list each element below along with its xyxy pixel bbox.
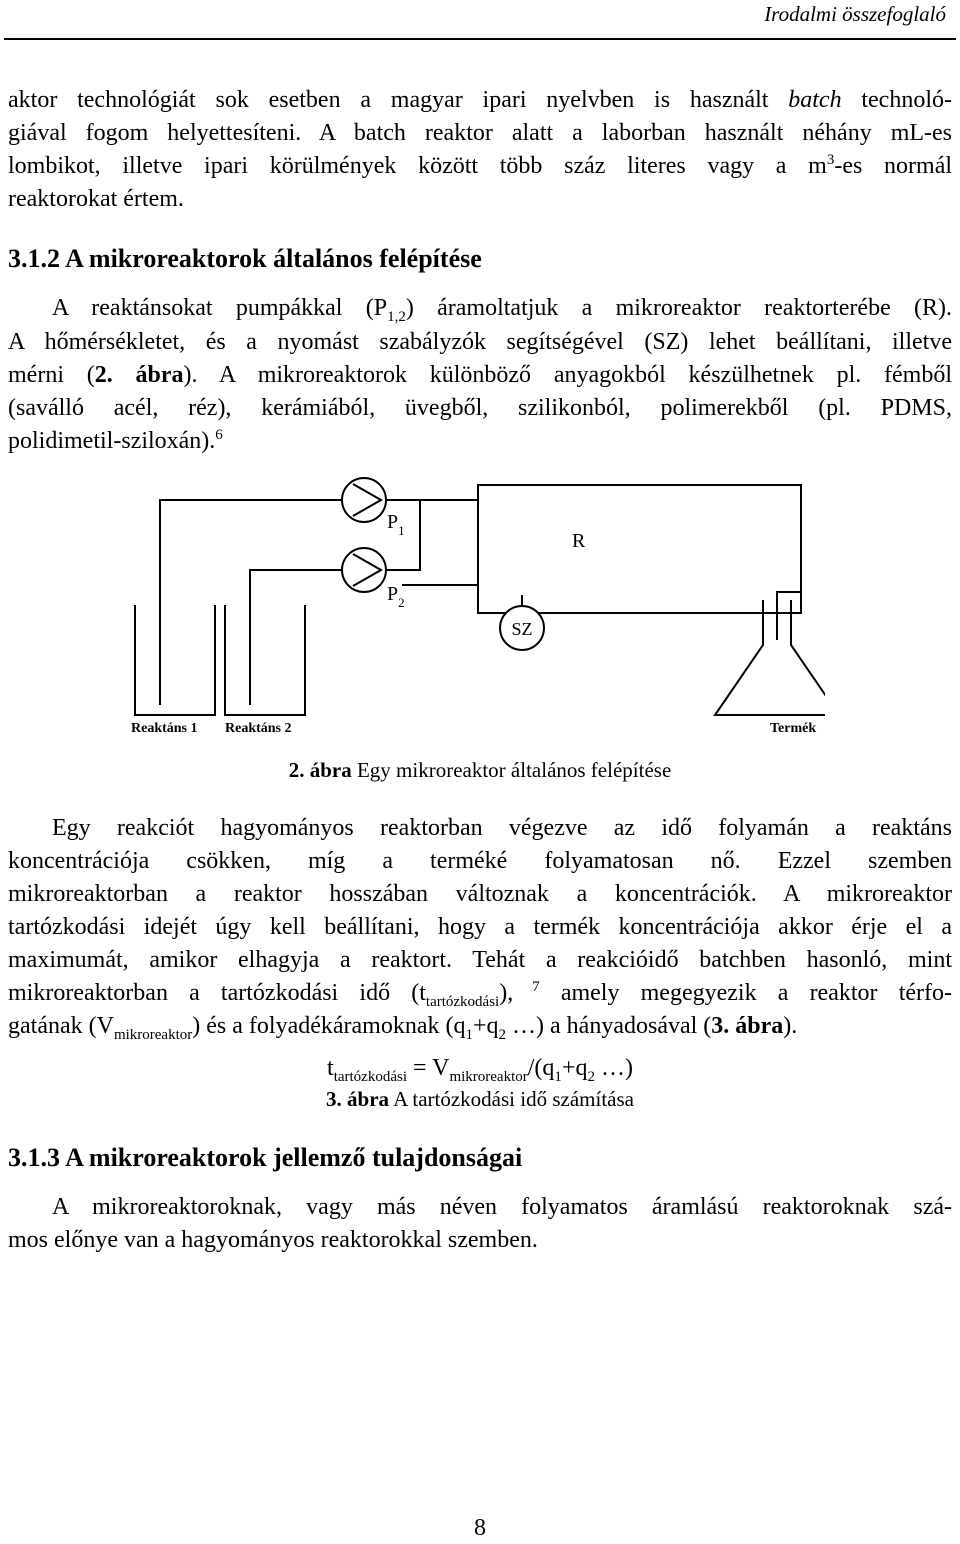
section-heading-3-1-3: 3.1.3 A mikroreaktorok jellemző tulajdonságai xyxy=(8,1143,523,1172)
reactor-label: R xyxy=(572,530,586,552)
p2-line-5: maximumát, amikor elhagyja a reaktort. Tehát a reakcióidő batchben hasonló, mint xyxy=(8,947,952,973)
pump-1 xyxy=(342,478,386,522)
figure-2-caption: 2. ábra Egy mikroreaktor általános felépítése xyxy=(288,758,672,782)
tube-reactant2 xyxy=(250,570,341,705)
product-label: Termék xyxy=(770,721,817,736)
running-header: Irodalmi összefoglaló xyxy=(764,2,946,26)
reactant1-label: Reaktáns 1 xyxy=(131,721,198,736)
reactor-box xyxy=(478,485,801,613)
intro-line-1: aktor technológiát sok esetben a magyar ipari nyelvben is használt batch technoló- xyxy=(8,87,952,113)
intro-line-2: giával fogom helyettesíteni. A batch reaktor alatt a laborban használt néhány mL-es xyxy=(8,120,952,146)
regulator-sz xyxy=(500,606,544,650)
tube-reactor-to-product xyxy=(777,592,801,640)
residence-time-equation: $t_{tartózkodási} = V_{mikroreaktor}/(q_1+q_2$ …) xyxy=(327,1055,633,1085)
s1-line-4: (saválló acél, réz), kerámiából, üvegből, szilikonból, polimerekből (pl. PDMS, xyxy=(8,395,952,421)
s1-line-5: polidimetil-sziloxán).$^6$ xyxy=(8,427,223,454)
s2-line-2: mos előnye van a hagyományos reaktorokkal szemben. xyxy=(8,1227,538,1253)
product-flask xyxy=(715,600,825,715)
figure-3-caption: 3. ábra A tartózkodási idő számítása xyxy=(326,1087,634,1111)
s1-line-1: A reaktánsokat pumpákkal $(P_{1,2})$ áramoltatjuk a mikroreaktor reaktorterébe (R). xyxy=(52,295,952,325)
s1-line-3: mérni (2. ábra). A mikroreaktorok különböző anyagokból készülhetnek pl. fémből xyxy=(8,362,952,388)
header-rule xyxy=(4,38,956,40)
p2-line-4: tartózkodási idejét úgy kell beállítani, hogy a termék koncentrációja akkor érje el a xyxy=(8,914,952,940)
reactant2-label: Reaktáns 2 xyxy=(225,721,292,736)
regulator-label: SZ xyxy=(511,619,533,639)
s2-line-1: A mikroreaktoroknak, vagy más néven folyamatos áramlású reaktoroknak szá- xyxy=(52,1194,952,1220)
page-number: 8 xyxy=(474,1515,486,1541)
section-heading-3-1-2: 3.1.2 A mikroreaktorok általános felépítése xyxy=(8,244,482,273)
s1-line-2: A hőmérsékletet, és a nyomást szabályzók segítségével (SZ) lehet beállítani, illetve xyxy=(8,329,952,355)
intro-line-4: reaktorokat értem. xyxy=(8,186,184,212)
pump-2 xyxy=(342,548,386,592)
pump2-label: $P_2$ xyxy=(387,583,405,610)
p2-line-7: gatának $(V_{mikroreaktor})$ és a folyadékáramoknak ($q_1+q_2$ …) a hányadosával (3. ábra). xyxy=(8,1013,798,1043)
intro-line-3: lombikot, illetve ipari körülmények között több száz literes vagy a $m^3-es$ normál xyxy=(8,152,953,179)
p2-line-3: mikroreaktorban a reaktor hosszában változnak a koncentrációk. A mikroreaktor xyxy=(8,881,952,907)
reactant1-beaker xyxy=(135,605,215,715)
pump1-label: $P_1$ xyxy=(387,511,405,538)
reactant2-beaker xyxy=(225,605,305,715)
p2-line-6: mikroreaktorban a tartózkodási idő $(t_{tartózkodási})$, $^7$ amely megegyezik a reaktor térfo- xyxy=(8,979,952,1010)
microreactor-diagram xyxy=(125,470,825,740)
p2-line-1: Egy reakciót hagyományos reaktorban végezve az idő folyamán a reaktáns xyxy=(52,815,952,841)
p2-line-2: koncentrációja csökken, míg a terméké folyamatosan nő. Ezzel szemben xyxy=(8,848,952,874)
